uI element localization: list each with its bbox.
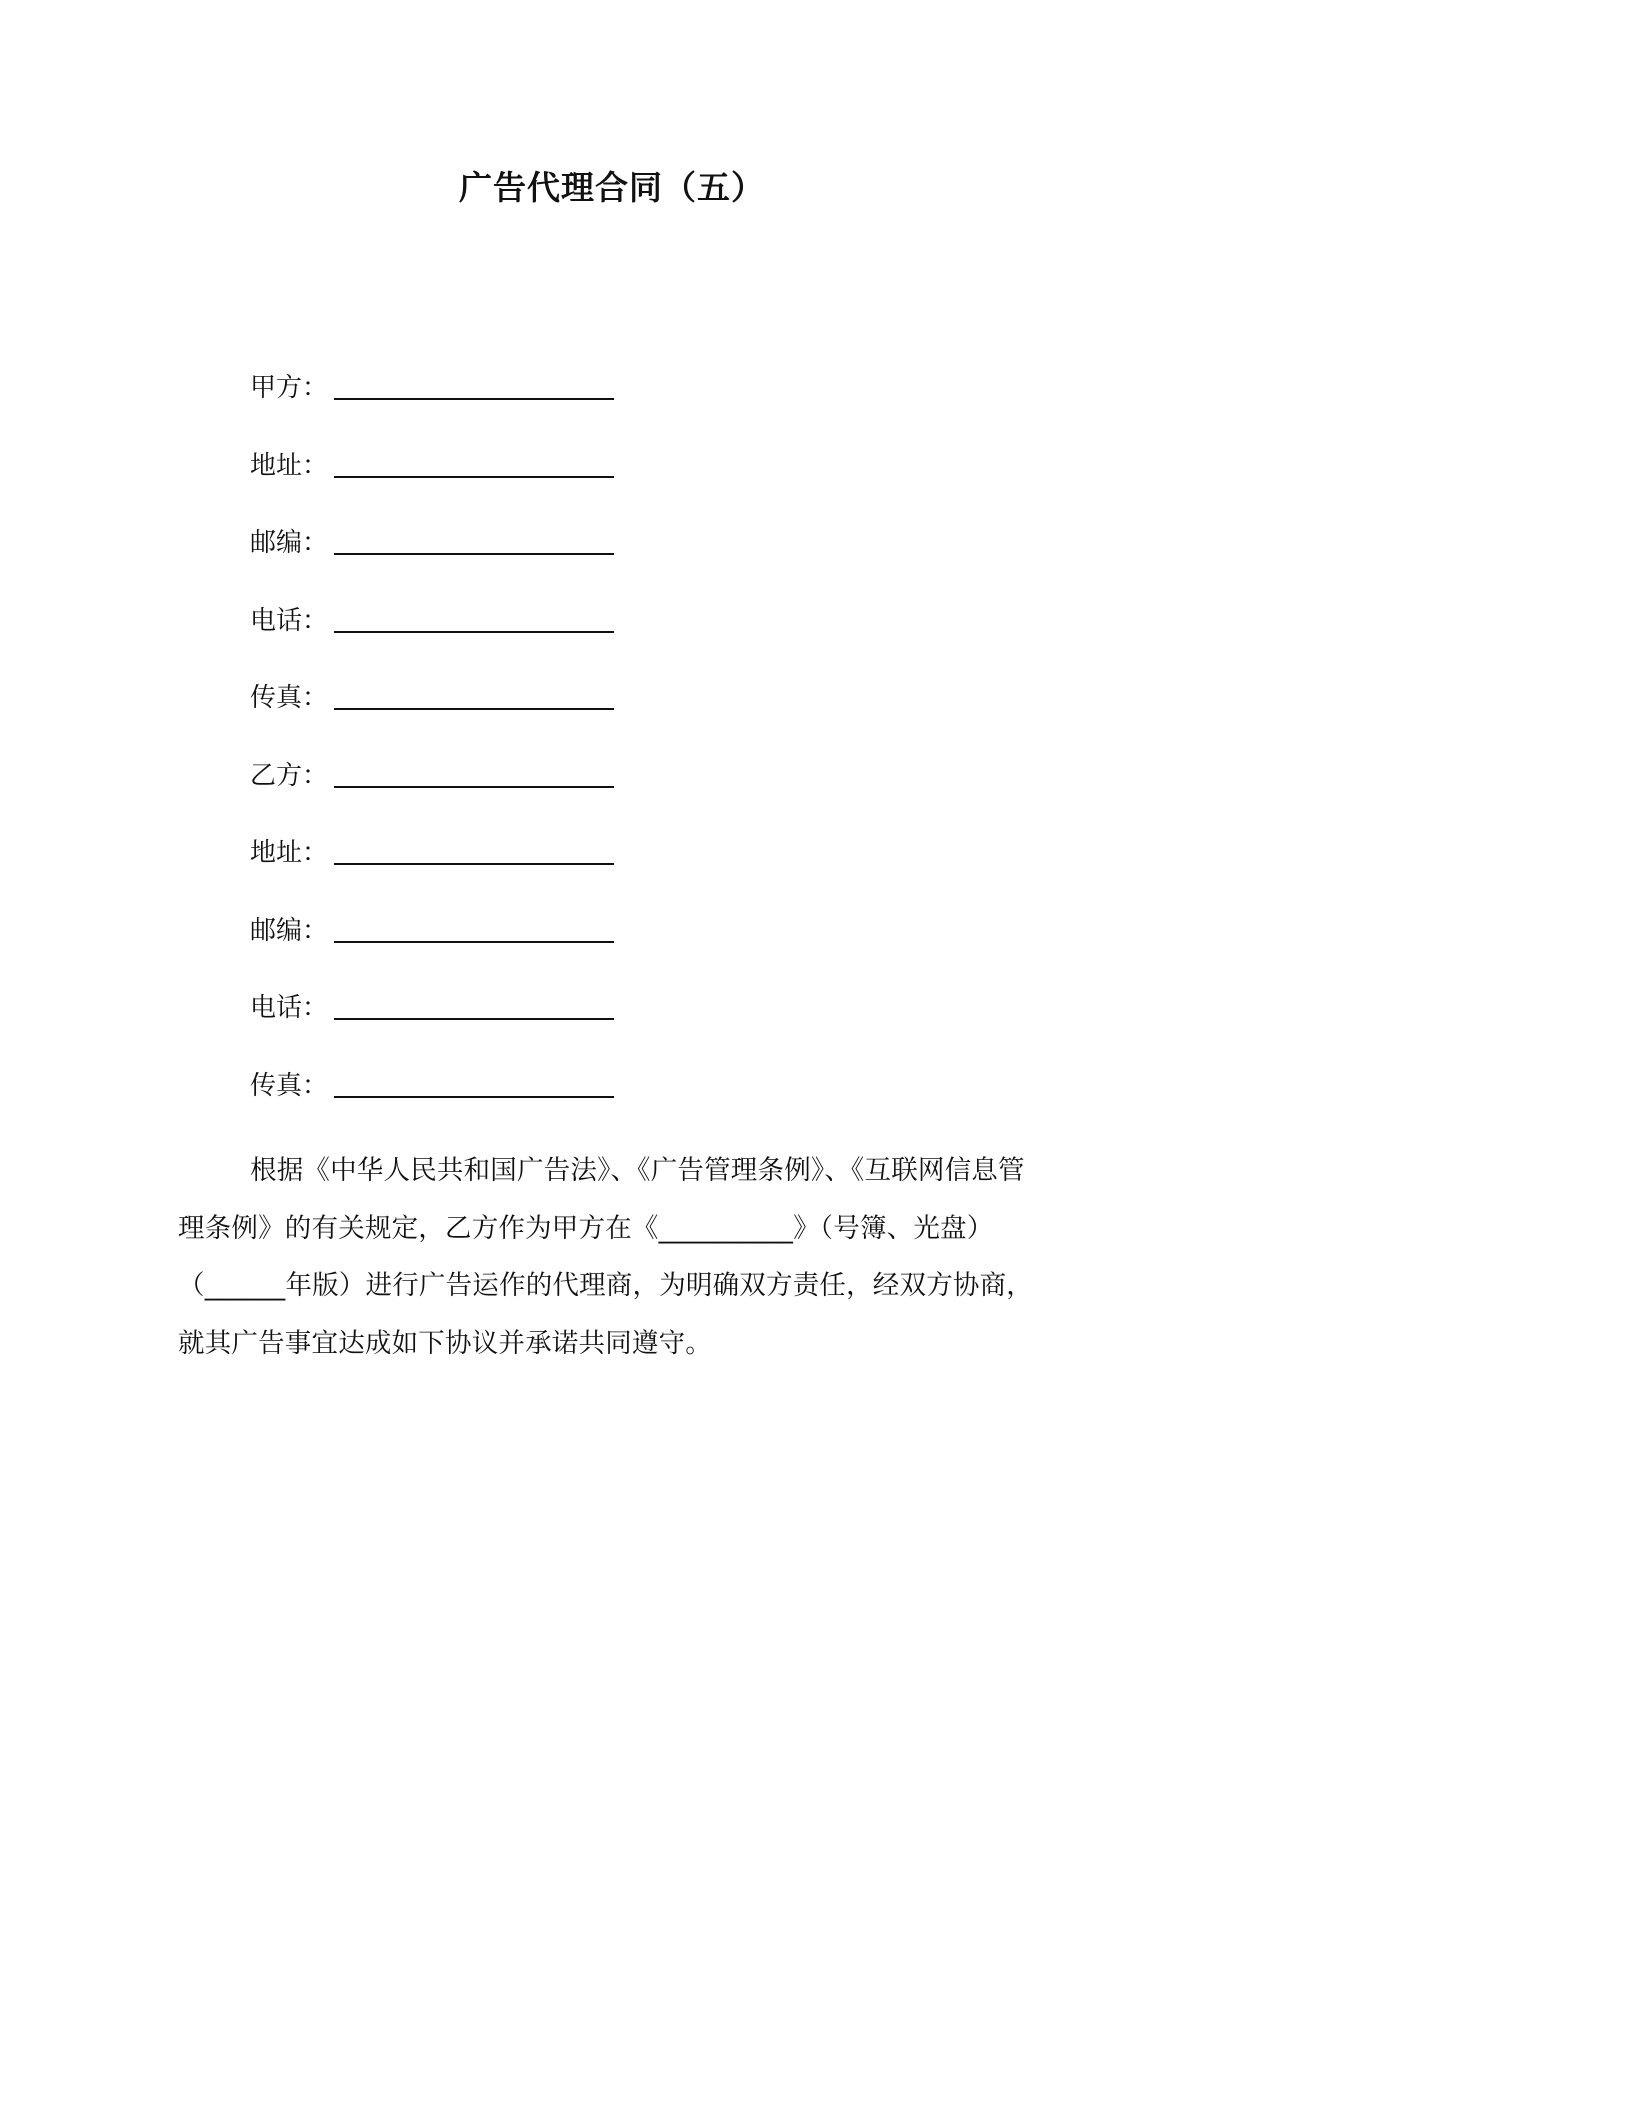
field-party-b-phone	[250, 988, 850, 1066]
field-label: 电话：	[250, 993, 329, 1023]
field-label: 传真：	[250, 1070, 329, 1101]
document-title: 广告代理合同（五）	[459, 168, 765, 207]
field-party-a-phone	[250, 601, 850, 679]
fill-in-blank	[334, 523, 614, 555]
fill-in-blank	[334, 1066, 614, 1098]
fill-in-blank	[334, 988, 614, 1020]
party-fields	[250, 368, 850, 1143]
fill-in-blank	[334, 911, 614, 943]
field-party-b-fax	[250, 1066, 850, 1144]
fill-in-blank	[334, 368, 614, 400]
field-party-b-address	[250, 833, 850, 911]
preamble-paragraph: 根据《中华人民共和国广告法》、《广告管理条例》、《互联网信息管理条例》的有关规定，乙方作为甲方在《__________》（号簿、光盘）（______年版）进行广告运作的代理商，为明确双方责任，经双方协商，就其广告事宜达成如下协议并承诺共同遵守。	[178, 1155, 1033, 1359]
fill-in-blank	[334, 446, 614, 478]
field-label: 电话：	[250, 605, 329, 636]
field-label: 地址：	[250, 450, 329, 481]
field-party-a-postcode	[250, 523, 850, 601]
fill-in-blank	[334, 601, 614, 633]
fill-in-blank	[334, 678, 614, 710]
field-label: 乙方：	[250, 760, 329, 791]
field-label: 地址：	[250, 838, 329, 868]
field-label: 邮编：	[250, 915, 329, 946]
fill-in-blank	[334, 833, 614, 865]
field-label: 传真：	[250, 683, 329, 713]
field-party-a	[250, 368, 850, 446]
field-party-b-postcode	[250, 911, 850, 989]
field-label: 甲方：	[250, 373, 329, 403]
field-party-a-address	[250, 446, 850, 524]
field-party-a-fax	[250, 678, 850, 756]
field-party-b	[250, 756, 850, 834]
field-label: 邮编：	[250, 528, 329, 558]
fill-in-blank	[334, 756, 614, 788]
